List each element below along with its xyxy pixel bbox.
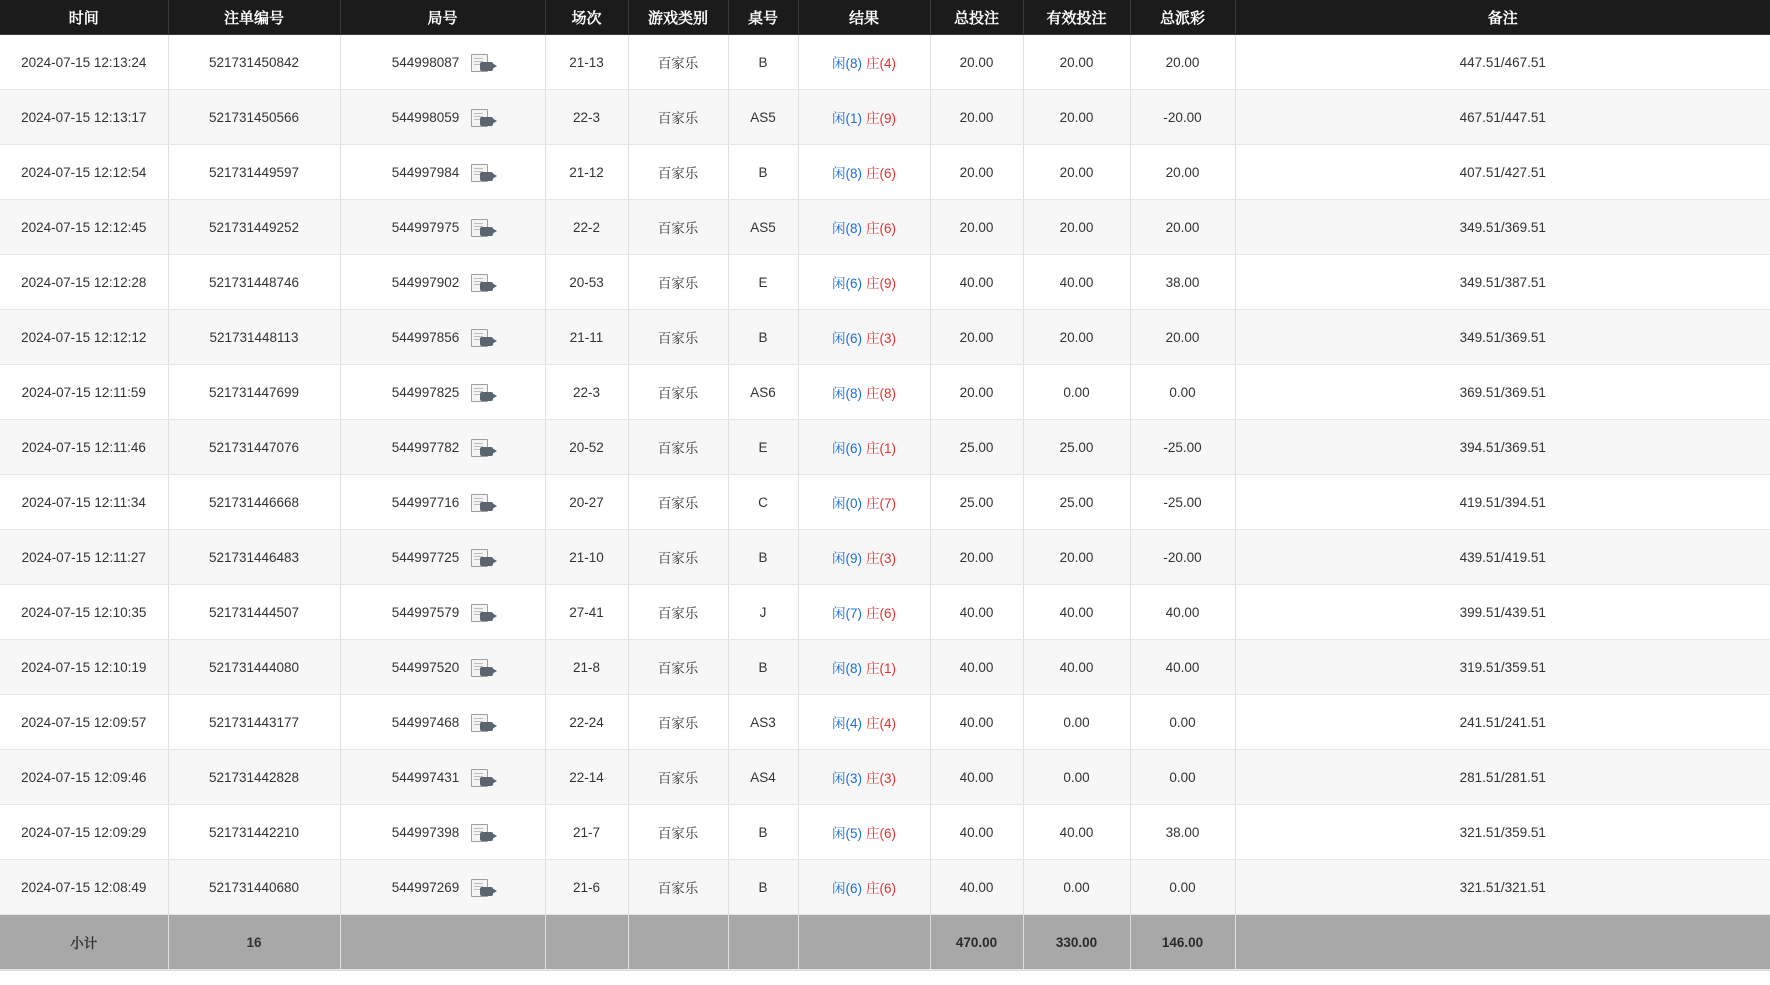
cell-valid-bet: 20.00 — [1023, 200, 1130, 255]
result-player: 闲(6) — [832, 441, 862, 456]
cell-order-no: 521731444507 — [168, 585, 340, 640]
cell-order-no: 521731442210 — [168, 805, 340, 860]
cell-valid-bet: 0.00 — [1023, 695, 1130, 750]
cell-result — [798, 585, 930, 640]
cell-result — [798, 145, 930, 200]
cell-total-payout: 0.00 — [1130, 750, 1235, 805]
cell-round-no — [340, 750, 545, 805]
column-header-total-payout[interactable]: 总派彩 — [1130, 0, 1235, 35]
round-no-label: 544997520 — [391, 659, 460, 675]
cell-remark: 349.51/369.51 — [1235, 310, 1770, 365]
cell-game-type: 百家乐 — [628, 530, 728, 585]
cell-shift: 22-2 — [545, 200, 628, 255]
subtotal-table-empty — [728, 915, 798, 970]
cell-shift: 22-3 — [545, 90, 628, 145]
video-replay-icon[interactable] — [471, 328, 493, 346]
cell-round-no — [340, 365, 545, 420]
column-header-shift[interactable]: 场次 — [545, 0, 628, 35]
subtotal-remark-empty — [1235, 915, 1770, 970]
cell-game-type: 百家乐 — [628, 750, 728, 805]
cell-round-no — [340, 585, 545, 640]
cell-table-no: B — [728, 805, 798, 860]
round-no-label: 544998059 — [391, 109, 460, 125]
cell-table-no: B — [728, 530, 798, 585]
video-replay-icon[interactable] — [471, 163, 493, 181]
cell-round-no — [340, 255, 545, 310]
cell-total-payout: 38.00 — [1130, 255, 1235, 310]
cell-time: 2024-07-15 12:10:19 — [0, 640, 168, 695]
cell-round-no — [340, 475, 545, 530]
cell-result — [798, 365, 930, 420]
result-banker: 庄(3) — [866, 551, 896, 566]
cell-total-payout: -25.00 — [1130, 475, 1235, 530]
column-header-remark[interactable]: 备注 — [1235, 0, 1770, 35]
cell-total-payout: 38.00 — [1130, 805, 1235, 860]
result-banker: 庄(6) — [866, 881, 896, 896]
subtotal-total-bet: 470.00 — [930, 915, 1023, 970]
column-header-result[interactable]: 结果 — [798, 0, 930, 35]
subtotal-row — [0, 915, 1770, 970]
cell-remark: 394.51/369.51 — [1235, 420, 1770, 475]
table-row[interactable] — [0, 640, 1770, 695]
result-banker: 庄(6) — [866, 221, 896, 236]
round-no-label: 544997902 — [391, 274, 460, 290]
table-row[interactable] — [0, 585, 1770, 640]
video-replay-icon[interactable] — [471, 878, 493, 896]
table-row[interactable] — [0, 805, 1770, 860]
cell-order-no: 521731442828 — [168, 750, 340, 805]
round-no-label: 544997269 — [391, 879, 460, 895]
table-body — [0, 35, 1770, 915]
cell-total-payout: 40.00 — [1130, 640, 1235, 695]
result-player: 闲(6) — [832, 276, 862, 291]
video-replay-icon[interactable] — [471, 658, 493, 676]
cell-result — [798, 90, 930, 145]
cell-time: 2024-07-15 12:09:46 — [0, 750, 168, 805]
cell-total-bet: 20.00 — [930, 35, 1023, 90]
cell-table-no: E — [728, 420, 798, 475]
round-no-label: 544997782 — [391, 439, 460, 455]
cell-game-type: 百家乐 — [628, 365, 728, 420]
video-replay-icon[interactable] — [471, 768, 493, 786]
cell-total-payout: 40.00 — [1130, 585, 1235, 640]
cell-order-no: 521731449252 — [168, 200, 340, 255]
cell-game-type: 百家乐 — [628, 35, 728, 90]
cell-order-no: 521731449597 — [168, 145, 340, 200]
cell-game-type: 百家乐 — [628, 805, 728, 860]
cell-remark: 319.51/359.51 — [1235, 640, 1770, 695]
cell-round-no — [340, 35, 545, 90]
video-replay-icon[interactable] — [471, 548, 493, 566]
cell-round-no — [340, 420, 545, 475]
cell-result — [798, 475, 930, 530]
cell-remark: 447.51/467.51 — [1235, 35, 1770, 90]
result-player: 闲(8) — [832, 221, 862, 236]
cell-result — [798, 310, 930, 365]
column-header-table-no[interactable]: 桌号 — [728, 0, 798, 35]
table-row[interactable] — [0, 365, 1770, 420]
cell-order-no: 521731446668 — [168, 475, 340, 530]
cell-order-no: 521731450842 — [168, 35, 340, 90]
table-footer — [0, 915, 1770, 970]
cell-table-no: AS6 — [728, 365, 798, 420]
table-row[interactable] — [0, 255, 1770, 310]
cell-order-no: 521731444080 — [168, 640, 340, 695]
cell-remark: 467.51/447.51 — [1235, 90, 1770, 145]
cell-shift: 21-13 — [545, 35, 628, 90]
cell-result — [798, 640, 930, 695]
cell-remark: 349.51/387.51 — [1235, 255, 1770, 310]
cell-table-no: C — [728, 475, 798, 530]
cell-shift: 21-8 — [545, 640, 628, 695]
cell-round-no — [340, 530, 545, 585]
result-banker: 庄(9) — [866, 111, 896, 126]
cell-valid-bet: 40.00 — [1023, 255, 1130, 310]
cell-shift: 22-3 — [545, 365, 628, 420]
cell-time: 2024-07-15 12:11:59 — [0, 365, 168, 420]
cell-time: 2024-07-15 12:09:29 — [0, 805, 168, 860]
cell-table-no: B — [728, 35, 798, 90]
table-row[interactable] — [0, 530, 1770, 585]
table-row[interactable] — [0, 695, 1770, 750]
cell-game-type: 百家乐 — [628, 200, 728, 255]
cell-round-no — [340, 640, 545, 695]
cell-result — [798, 860, 930, 915]
cell-total-bet: 40.00 — [930, 255, 1023, 310]
cell-time: 2024-07-15 12:11:27 — [0, 530, 168, 585]
result-banker: 庄(9) — [866, 276, 896, 291]
cell-remark: 321.51/321.51 — [1235, 860, 1770, 915]
cell-time: 2024-07-15 12:12:45 — [0, 200, 168, 255]
table-header — [0, 0, 1770, 35]
result-player: 闲(6) — [832, 881, 862, 896]
video-replay-icon[interactable] — [471, 603, 493, 621]
table-row[interactable] — [0, 420, 1770, 475]
column-header-order[interactable]: 注单编号 — [168, 0, 340, 35]
table-row[interactable] — [0, 475, 1770, 530]
cell-remark: 349.51/369.51 — [1235, 200, 1770, 255]
round-no-label: 544997856 — [391, 329, 460, 345]
cell-total-bet: 25.00 — [930, 420, 1023, 475]
cell-round-no — [340, 145, 545, 200]
result-player: 闲(9) — [832, 551, 862, 566]
cell-table-no: AS3 — [728, 695, 798, 750]
cell-total-bet: 40.00 — [930, 805, 1023, 860]
cell-result — [798, 35, 930, 90]
column-header-round[interactable]: 局号 — [340, 0, 545, 35]
cell-table-no: B — [728, 310, 798, 365]
cell-table-no: B — [728, 640, 798, 695]
cell-order-no: 521731443177 — [168, 695, 340, 750]
round-no-label: 544997579 — [391, 604, 460, 620]
round-no-label: 544997468 — [391, 714, 460, 730]
video-replay-icon[interactable] — [471, 383, 493, 401]
cell-shift: 22-24 — [545, 695, 628, 750]
result-banker: 庄(8) — [866, 386, 896, 401]
cell-order-no: 521731440680 — [168, 860, 340, 915]
cell-remark: 399.51/439.51 — [1235, 585, 1770, 640]
cell-table-no: AS5 — [728, 200, 798, 255]
cell-time: 2024-07-15 12:11:34 — [0, 475, 168, 530]
cell-total-payout: 0.00 — [1130, 695, 1235, 750]
cell-order-no: 521731447076 — [168, 420, 340, 475]
cell-total-payout: 20.00 — [1130, 310, 1235, 365]
cell-time: 2024-07-15 12:11:46 — [0, 420, 168, 475]
column-header-total-bet[interactable]: 总投注 — [930, 0, 1023, 35]
cell-order-no: 521731446483 — [168, 530, 340, 585]
round-no-label: 544997825 — [391, 384, 460, 400]
cell-shift: 21-11 — [545, 310, 628, 365]
cell-game-type: 百家乐 — [628, 585, 728, 640]
subtotal-result-empty — [798, 915, 930, 970]
cell-round-no — [340, 200, 545, 255]
result-banker: 庄(1) — [866, 661, 896, 676]
cell-total-bet: 40.00 — [930, 695, 1023, 750]
cell-valid-bet: 40.00 — [1023, 640, 1130, 695]
result-player: 闲(8) — [832, 56, 862, 71]
cell-time: 2024-07-15 12:12:28 — [0, 255, 168, 310]
cell-game-type: 百家乐 — [628, 310, 728, 365]
cell-order-no: 521731450566 — [168, 90, 340, 145]
result-banker: 庄(7) — [866, 496, 896, 511]
result-player: 闲(7) — [832, 606, 862, 621]
video-replay-icon[interactable] — [471, 713, 493, 731]
cell-result — [798, 255, 930, 310]
cell-game-type: 百家乐 — [628, 695, 728, 750]
result-banker: 庄(6) — [866, 166, 896, 181]
cell-table-no: E — [728, 255, 798, 310]
cell-round-no — [340, 805, 545, 860]
cell-remark: 407.51/427.51 — [1235, 145, 1770, 200]
round-no-label: 544997975 — [391, 219, 460, 235]
cell-total-bet: 40.00 — [930, 860, 1023, 915]
cell-total-payout: 0.00 — [1130, 365, 1235, 420]
cell-time: 2024-07-15 12:12:54 — [0, 145, 168, 200]
cell-remark: 369.51/369.51 — [1235, 365, 1770, 420]
cell-valid-bet: 25.00 — [1023, 475, 1130, 530]
column-header-time[interactable]: 时间 — [0, 0, 168, 35]
cell-remark: 241.51/241.51 — [1235, 695, 1770, 750]
video-replay-icon[interactable] — [471, 823, 493, 841]
result-banker: 庄(6) — [866, 826, 896, 841]
cell-shift: 27-41 — [545, 585, 628, 640]
result-player: 闲(0) — [832, 496, 862, 511]
cell-valid-bet: 0.00 — [1023, 860, 1130, 915]
cell-shift: 21-6 — [545, 860, 628, 915]
cell-result — [798, 420, 930, 475]
result-player: 闲(4) — [832, 716, 862, 731]
video-replay-icon[interactable] — [471, 273, 493, 291]
cell-shift: 22-14 — [545, 750, 628, 805]
cell-result — [798, 200, 930, 255]
cell-shift: 20-27 — [545, 475, 628, 530]
result-player: 闲(6) — [832, 331, 862, 346]
cell-game-type: 百家乐 — [628, 640, 728, 695]
cell-valid-bet: 40.00 — [1023, 805, 1130, 860]
table-row[interactable] — [0, 90, 1770, 145]
result-player: 闲(8) — [832, 386, 862, 401]
cell-valid-bet: 20.00 — [1023, 530, 1130, 585]
cell-game-type: 百家乐 — [628, 90, 728, 145]
cell-round-no — [340, 860, 545, 915]
cell-shift: 21-10 — [545, 530, 628, 585]
cell-game-type: 百家乐 — [628, 475, 728, 530]
cell-table-no: B — [728, 145, 798, 200]
subtotal-shift-empty — [545, 915, 628, 970]
cell-order-no: 521731447699 — [168, 365, 340, 420]
cell-valid-bet: 20.00 — [1023, 35, 1130, 90]
cell-total-bet: 20.00 — [930, 145, 1023, 200]
cell-valid-bet: 0.00 — [1023, 365, 1130, 420]
cell-time: 2024-07-15 12:13:17 — [0, 90, 168, 145]
table-row[interactable] — [0, 35, 1770, 90]
cell-total-payout: -25.00 — [1130, 420, 1235, 475]
cell-valid-bet: 25.00 — [1023, 420, 1130, 475]
cell-total-payout: 0.00 — [1130, 860, 1235, 915]
cell-remark: 419.51/394.51 — [1235, 475, 1770, 530]
cell-game-type: 百家乐 — [628, 145, 728, 200]
cell-shift: 21-12 — [545, 145, 628, 200]
round-no-label: 544997716 — [391, 494, 460, 510]
cell-total-payout: -20.00 — [1130, 530, 1235, 585]
video-replay-icon[interactable] — [471, 108, 493, 126]
subtotal-count: 16 — [168, 915, 340, 970]
cell-valid-bet: 40.00 — [1023, 585, 1130, 640]
cell-total-bet: 20.00 — [930, 365, 1023, 420]
subtotal-gtype-empty — [628, 915, 728, 970]
cell-total-bet: 25.00 — [930, 475, 1023, 530]
cell-total-payout: 20.00 — [1130, 145, 1235, 200]
round-no-label: 544997431 — [391, 769, 460, 785]
subtotal-round-empty — [340, 915, 545, 970]
cell-result — [798, 805, 930, 860]
table-row[interactable] — [0, 200, 1770, 255]
video-replay-icon[interactable] — [471, 438, 493, 456]
result-banker: 庄(4) — [866, 716, 896, 731]
subtotal-label: 小计 — [0, 915, 168, 970]
result-player: 闲(5) — [832, 826, 862, 841]
table-row[interactable] — [0, 860, 1770, 915]
table-row[interactable] — [0, 145, 1770, 200]
round-no-label: 544997398 — [391, 824, 460, 840]
result-banker: 庄(3) — [866, 331, 896, 346]
subtotal-valid-bet: 330.00 — [1023, 915, 1130, 970]
cell-result — [798, 695, 930, 750]
cell-shift: 21-7 — [545, 805, 628, 860]
cell-game-type: 百家乐 — [628, 860, 728, 915]
cell-total-bet: 20.00 — [930, 310, 1023, 365]
cell-remark: 281.51/281.51 — [1235, 750, 1770, 805]
video-replay-icon[interactable] — [471, 218, 493, 236]
cell-time: 2024-07-15 12:08:49 — [0, 860, 168, 915]
cell-remark: 321.51/359.51 — [1235, 805, 1770, 860]
cell-total-bet: 20.00 — [930, 90, 1023, 145]
cell-time: 2024-07-15 12:12:12 — [0, 310, 168, 365]
video-replay-icon[interactable] — [471, 493, 493, 511]
cell-table-no: J — [728, 585, 798, 640]
cell-time: 2024-07-15 12:13:24 — [0, 35, 168, 90]
cell-table-no: AS5 — [728, 90, 798, 145]
cell-valid-bet: 0.00 — [1023, 750, 1130, 805]
result-banker: 庄(1) — [866, 441, 896, 456]
column-header-game-type[interactable]: 游戏类别 — [628, 0, 728, 35]
column-header-valid-bet[interactable]: 有效投注 — [1023, 0, 1130, 35]
bottom-strip — [0, 970, 1770, 985]
cell-order-no: 521731448113 — [168, 310, 340, 365]
cell-valid-bet: 20.00 — [1023, 90, 1130, 145]
cell-result — [798, 750, 930, 805]
cell-game-type: 百家乐 — [628, 420, 728, 475]
cell-round-no — [340, 90, 545, 145]
cell-shift: 20-53 — [545, 255, 628, 310]
cell-valid-bet: 20.00 — [1023, 310, 1130, 365]
cell-time: 2024-07-15 12:09:57 — [0, 695, 168, 750]
cell-total-bet: 20.00 — [930, 530, 1023, 585]
video-replay-icon[interactable] — [471, 53, 493, 71]
cell-total-bet: 40.00 — [930, 585, 1023, 640]
cell-shift: 20-52 — [545, 420, 628, 475]
cell-time: 2024-07-15 12:10:35 — [0, 585, 168, 640]
cell-total-payout: 20.00 — [1130, 35, 1235, 90]
table-row[interactable] — [0, 750, 1770, 805]
round-no-label: 544997725 — [391, 549, 460, 565]
result-player: 闲(8) — [832, 661, 862, 676]
header-row — [0, 0, 1770, 35]
result-banker: 庄(4) — [866, 56, 896, 71]
cell-valid-bet: 20.00 — [1023, 145, 1130, 200]
cell-order-no: 521731448746 — [168, 255, 340, 310]
cell-total-bet: 20.00 — [930, 200, 1023, 255]
round-no-label: 544998087 — [391, 54, 460, 70]
table-row[interactable] — [0, 310, 1770, 365]
result-banker: 庄(6) — [866, 606, 896, 621]
cell-table-no: B — [728, 860, 798, 915]
cell-round-no — [340, 695, 545, 750]
result-banker: 庄(3) — [866, 771, 896, 786]
result-player: 闲(8) — [832, 166, 862, 181]
cell-total-payout: 20.00 — [1130, 200, 1235, 255]
round-no-label: 544997984 — [391, 164, 460, 180]
cell-total-bet: 40.00 — [930, 640, 1023, 695]
result-player: 闲(1) — [832, 111, 862, 126]
cell-total-bet: 40.00 — [930, 750, 1023, 805]
subtotal-total-payout: 146.00 — [1130, 915, 1235, 970]
cell-table-no: AS4 — [728, 750, 798, 805]
cell-round-no — [340, 310, 545, 365]
cell-game-type: 百家乐 — [628, 255, 728, 310]
cell-result — [798, 530, 930, 585]
cell-total-payout: -20.00 — [1130, 90, 1235, 145]
cell-remark: 439.51/419.51 — [1235, 530, 1770, 585]
result-player: 闲(3) — [832, 771, 862, 786]
